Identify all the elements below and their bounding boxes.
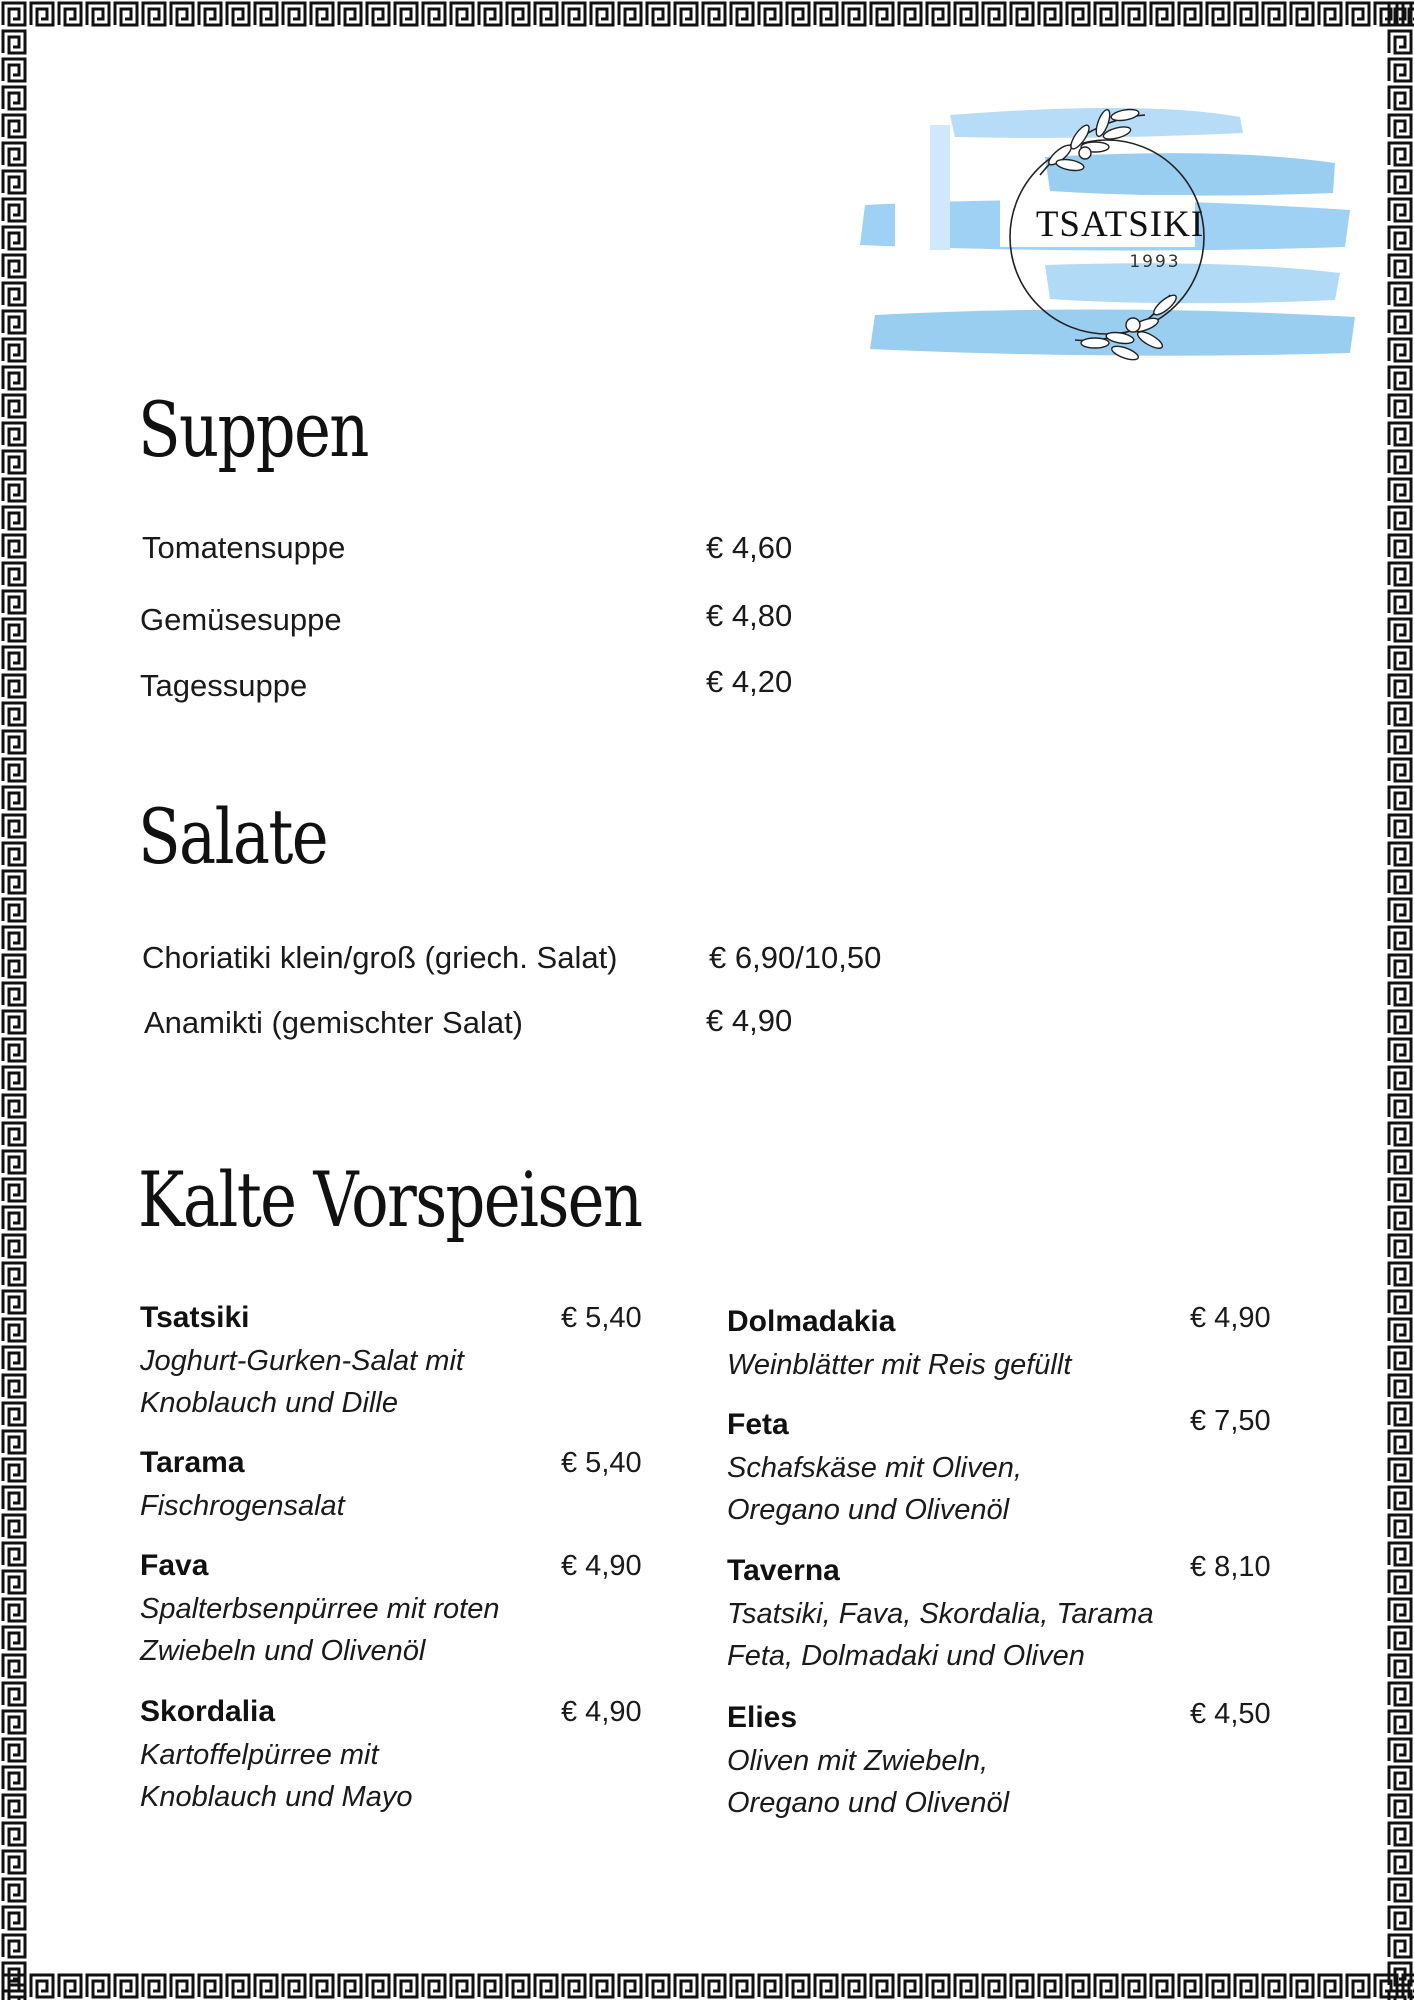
menu-item-price: € 4,60 (706, 530, 793, 565)
greek-key-border-bottom (0, 1972, 1414, 2000)
menu-item-name: Tagessuppe (140, 668, 308, 703)
description-line: Fischrogensalat (140, 1490, 345, 1522)
starter-price: € 4,50 (1190, 1698, 1271, 1730)
starter-description (140, 1340, 660, 1424)
starter-price: € 8,10 (1190, 1551, 1271, 1583)
starter-name: Taverna (727, 1554, 840, 1587)
logo-name: TSATSIKI (1035, 204, 1205, 245)
starter-description (140, 1485, 660, 1527)
greek-key-border-top (0, 0, 1414, 28)
starter-item (727, 1698, 1287, 1824)
starter-item (727, 1551, 1287, 1677)
starter-price: € 4,90 (561, 1550, 642, 1582)
section-title-kalte-vorspeisen: Kalte Vorspeisen (138, 1155, 642, 1244)
menu-item-name: Choriatiki klein/groß (griech. Salat) (142, 940, 618, 975)
description-line: Oregano und Olivenöl (727, 1494, 1010, 1526)
starter-price: € 5,40 (561, 1447, 642, 1479)
greek-key-border-left (0, 0, 28, 2000)
menu-item-name: Tomatensuppe (142, 530, 346, 565)
restaurant-logo (845, 95, 1365, 405)
starter-item (727, 1302, 1287, 1386)
starter-item (140, 1546, 660, 1672)
section-title-salate: Salate (138, 792, 328, 881)
description-line: Joghurt-Gurken-Salat mit (140, 1345, 464, 1377)
starter-description (140, 1588, 660, 1672)
starter-description (140, 1734, 660, 1818)
starter-description (727, 1593, 1287, 1677)
greek-key-border-right (1386, 0, 1414, 2000)
starter-description (727, 1447, 1287, 1531)
menu-item-price: € 6,90/10,50 (709, 940, 882, 975)
starter-name: Tarama (140, 1446, 245, 1479)
starter-name: Fava (140, 1549, 209, 1582)
menu-item-price: € 4,90 (706, 1003, 793, 1038)
menu-item-price: € 4,80 (706, 598, 793, 633)
starter-item (727, 1405, 1287, 1531)
starter-description (727, 1344, 1287, 1386)
starter-item (140, 1692, 660, 1818)
description-line: Knoblauch und Mayo (140, 1781, 413, 1813)
starter-price: € 5,40 (561, 1302, 642, 1334)
description-line: Kartoffelpürree mit (140, 1739, 379, 1771)
menu-item-name: Anamikti (gemischter Salat) (144, 1005, 524, 1040)
starter-price: € 4,90 (1190, 1302, 1271, 1334)
section-title-suppen: Suppen (138, 385, 368, 474)
starter-price: € 7,50 (1190, 1405, 1271, 1437)
description-line: Oliven mit Zwiebeln, (727, 1745, 989, 1777)
starter-name: Skordalia (140, 1695, 276, 1728)
starter-item (140, 1443, 660, 1527)
description-line: Schafskäse mit Oliven, (727, 1452, 1022, 1484)
description-line: Zwiebeln und Olivenöl (140, 1635, 426, 1667)
starter-name: Tsatsiki (140, 1301, 250, 1334)
starter-description (727, 1740, 1287, 1824)
starter-item (140, 1298, 660, 1424)
logo-year: 1993 (1129, 252, 1181, 272)
menu-item-price: € 4,20 (706, 664, 793, 699)
starter-name: Dolmadakia (727, 1305, 896, 1338)
starter-name: Elies (727, 1701, 798, 1734)
greek-flag-wreath-icon (845, 95, 1365, 405)
starter-price: € 4,90 (561, 1696, 642, 1728)
description-line: Tsatsiki, Fava, Skordalia, Tarama (727, 1598, 1154, 1630)
description-line: Weinblätter mit Reis gefüllt (727, 1349, 1072, 1381)
description-line: Feta, Dolmadaki und Oliven (727, 1640, 1085, 1672)
description-line: Spalterbsenpürree mit roten (140, 1593, 500, 1625)
menu-item-name: Gemüsesuppe (140, 602, 342, 637)
starter-name: Feta (727, 1408, 789, 1441)
description-line: Knoblauch und Dille (140, 1387, 398, 1419)
description-line: Oregano und Olivenöl (727, 1787, 1010, 1819)
